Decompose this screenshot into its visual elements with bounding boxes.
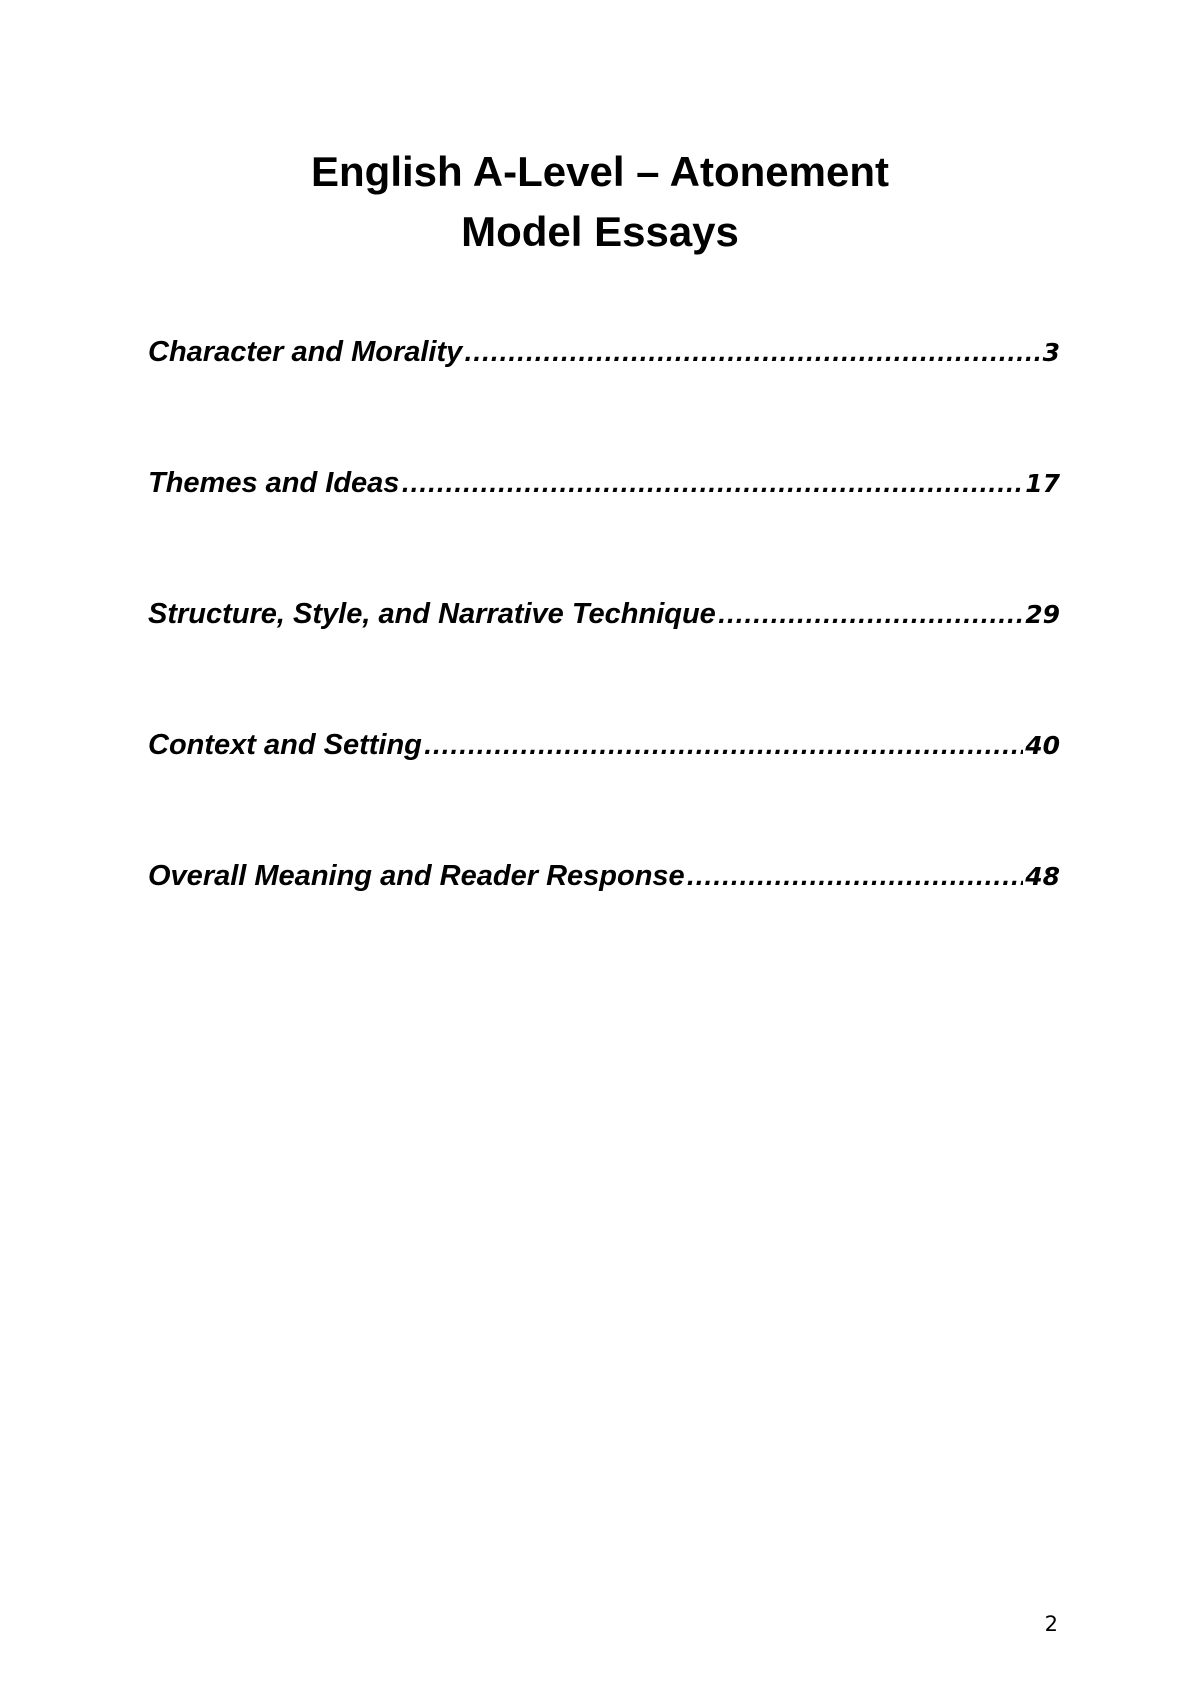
toc-entry-label: Overall Meaning and Reader Response — [148, 860, 685, 892]
document-title — [0, 142, 1200, 262]
toc-dot-leader — [718, 597, 1023, 637]
toc-entry-label: Context and Setting — [148, 729, 422, 761]
toc-entry-overall-meaning[interactable] — [148, 856, 1060, 987]
toc-entry-page: 3 — [1042, 338, 1060, 367]
toc-entry-page: 17 — [1025, 469, 1060, 498]
toc-entry-page: 48 — [1025, 862, 1060, 891]
toc-entry-label: Structure, Style, and Narrative Technique — [148, 598, 716, 630]
toc-dot-leader — [424, 728, 1023, 768]
toc-dot-leader — [464, 335, 1040, 375]
toc-entry-character-and-morality[interactable] — [148, 332, 1060, 463]
toc-entry-structure-style-narrative[interactable] — [148, 594, 1060, 725]
title-line-2: Model Essays — [461, 208, 739, 255]
toc-entry-label: Character and Morality — [148, 336, 463, 368]
toc-dot-leader — [687, 859, 1024, 899]
page-number: 2 — [1044, 1612, 1058, 1636]
table-of-contents — [148, 332, 1060, 987]
toc-entry-page: 40 — [1025, 731, 1060, 760]
toc-entry-themes-and-ideas[interactable] — [148, 463, 1060, 594]
toc-entry-page: 29 — [1025, 600, 1060, 629]
toc-entry-context-and-setting[interactable] — [148, 725, 1060, 856]
toc-dot-leader — [401, 466, 1023, 506]
title-line-1: English A-Level – Atonement — [311, 148, 889, 195]
toc-entry-label: Themes and Ideas — [148, 467, 400, 499]
